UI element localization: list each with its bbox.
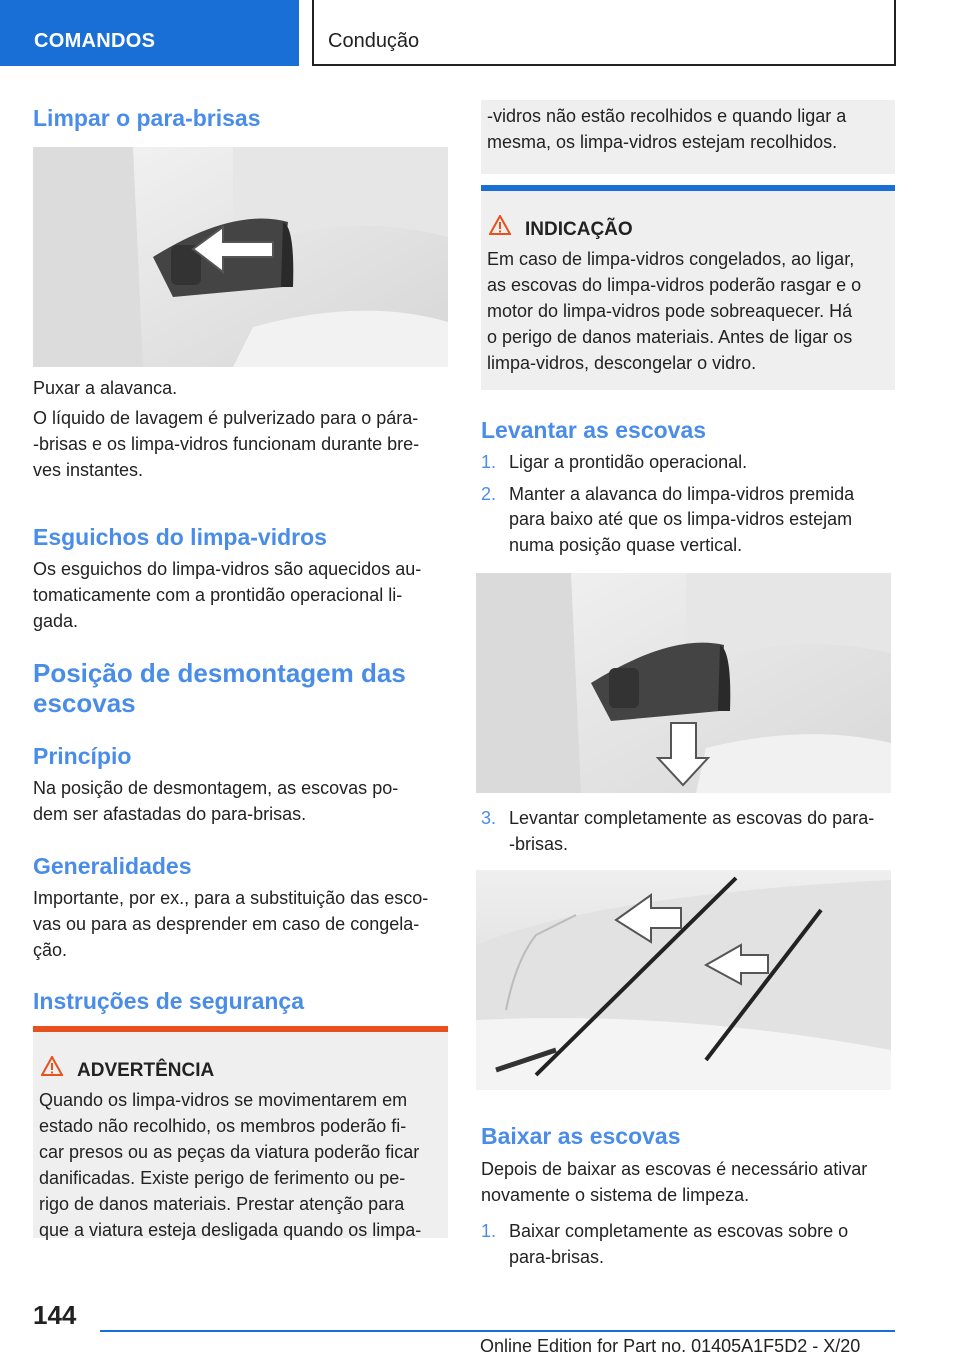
header-chapter-tab	[312, 0, 896, 66]
figure-lift-wipers	[476, 870, 891, 1090]
heading-posicao-1: Posição de desmontagem das	[33, 658, 406, 688]
heading-limpar: Limpar o para-brisas	[33, 105, 261, 131]
note-line: motor do limpa-vidros pode sobreaquecer. Há	[487, 301, 853, 321]
note-box	[481, 185, 895, 390]
warning-cont-1: -vidros não estão recolhidos e quando ligar a	[487, 106, 847, 126]
step-text: -brisas.	[509, 833, 569, 854]
warning-cont-2: mesma, os limpa-vidros estejam recolhidos.	[487, 132, 838, 152]
step-number: 1.	[481, 1221, 497, 1241]
heading-baixar: Baixar as escovas	[481, 1123, 681, 1149]
text-liquido-2: -brisas e os limpa-vidros funcionam durante bre-	[33, 434, 420, 454]
text-prin-1: Na posição de desmontagem, as escovas po-	[33, 778, 399, 798]
list-item	[481, 450, 895, 476]
header-chapter-label: Condução	[328, 30, 420, 52]
step-text: Manter a alavanca do limpa-vidros premida	[509, 483, 855, 504]
step-text: Baixar completamente as escovas sobre o	[509, 1221, 849, 1241]
text-esg-2: tomaticamente com a prontidão operacional li-	[33, 585, 403, 605]
text-prin-2: dem ser afastadas do para-brisas.	[33, 804, 307, 824]
text-baixar-1: Depois de baixar as escovas é necessário ativar	[481, 1159, 868, 1179]
step-text: Ligar a prontidão operacional.	[509, 452, 748, 472]
text-gen-1: Importante, por ex., para a substituição das esco-	[33, 888, 429, 908]
text-esg-3: gada.	[33, 611, 79, 631]
text-puxar: Puxar a alavanca.	[33, 378, 178, 398]
warning-box	[33, 1026, 448, 1238]
header-section-label: COMANDOS	[34, 30, 156, 52]
warning-line: danificadas. Existe perigo de ferimento ou pe-	[39, 1168, 406, 1188]
text-baixar-2: novamente o sistema de limpeza.	[481, 1185, 750, 1205]
step-number: 2.	[481, 483, 497, 504]
text-esg-1: Os esguichos do limpa-vidros são aquecidos au-	[33, 559, 422, 579]
list-item	[481, 482, 895, 559]
footer-divider	[100, 1330, 895, 1332]
heading-instrucoes: Instruções de segurança	[33, 988, 304, 1014]
steps-baixar	[481, 1219, 895, 1270]
steps-levantar	[481, 450, 895, 558]
warning-triangle-icon	[41, 1056, 63, 1082]
step-text: numa posição quase vertical.	[509, 534, 743, 555]
footer-edition: Online Edition for Part no. 01405A1F5D2 - X/20	[480, 1336, 861, 1356]
warning-title: ADVERTÊNCIA	[77, 1060, 215, 1081]
step-number: 3.	[481, 808, 497, 828]
note-title: INDICAÇÃO	[525, 219, 633, 240]
heading-levantar: Levantar as escovas	[481, 417, 707, 443]
step-number: 1.	[481, 452, 497, 472]
figure-press-lever-down	[476, 573, 891, 793]
list-item	[481, 1219, 895, 1270]
page-number: 144	[33, 1300, 77, 1330]
warning-line: Quando os limpa-vidros se movimentarem em	[39, 1090, 408, 1110]
list-item	[481, 806, 895, 857]
step-text: para baixo até que os limpa-vidros estejam	[509, 509, 853, 529]
text-liquido-3: ves instantes.	[33, 460, 144, 480]
warning-line: estado não recolhido, os membros poderão fi-	[39, 1116, 407, 1136]
warning-triangle-icon	[489, 215, 511, 241]
warning-line: rigo de danos materiais. Prestar atenção para	[39, 1194, 405, 1214]
warning-header	[41, 1056, 214, 1082]
warning-line: que a viatura esteja desligada quando os limpa-	[39, 1220, 422, 1240]
note-line: as escovas do limpa-vidros poderão rasgar e o	[487, 275, 862, 295]
header-section-tab	[0, 0, 299, 66]
step-text: Levantar completamente as escovas do para-	[509, 808, 875, 828]
warning-continuation-box	[481, 100, 895, 174]
figure-pull-lever	[33, 147, 448, 367]
steps-levantar-3	[481, 806, 895, 857]
warning-line: car presos ou as peças da viatura poderão ficar	[39, 1142, 420, 1162]
heading-posicao-2: escovas	[33, 688, 136, 718]
heading-generalidades: Generalidades	[33, 853, 192, 879]
note-line: o perigo de danos materiais. Antes de ligar os	[487, 327, 853, 347]
note-line: Em caso de limpa-vidros congelados, ao ligar,	[487, 249, 855, 269]
text-gen-3: ção.	[33, 940, 68, 960]
heading-esguichos: Esguichos do limpa-vidros	[33, 524, 327, 550]
heading-principio: Princípio	[33, 743, 132, 769]
step-text: para-brisas.	[509, 1246, 605, 1267]
text-gen-2: vas ou para as desprender em caso de congela-	[33, 914, 420, 934]
note-header	[489, 215, 633, 241]
note-line: limpa-vidros, descongelar o vidro.	[487, 353, 757, 373]
text-liquido-1: O líquido de lavagem é pulverizado para o pára-	[33, 408, 419, 428]
